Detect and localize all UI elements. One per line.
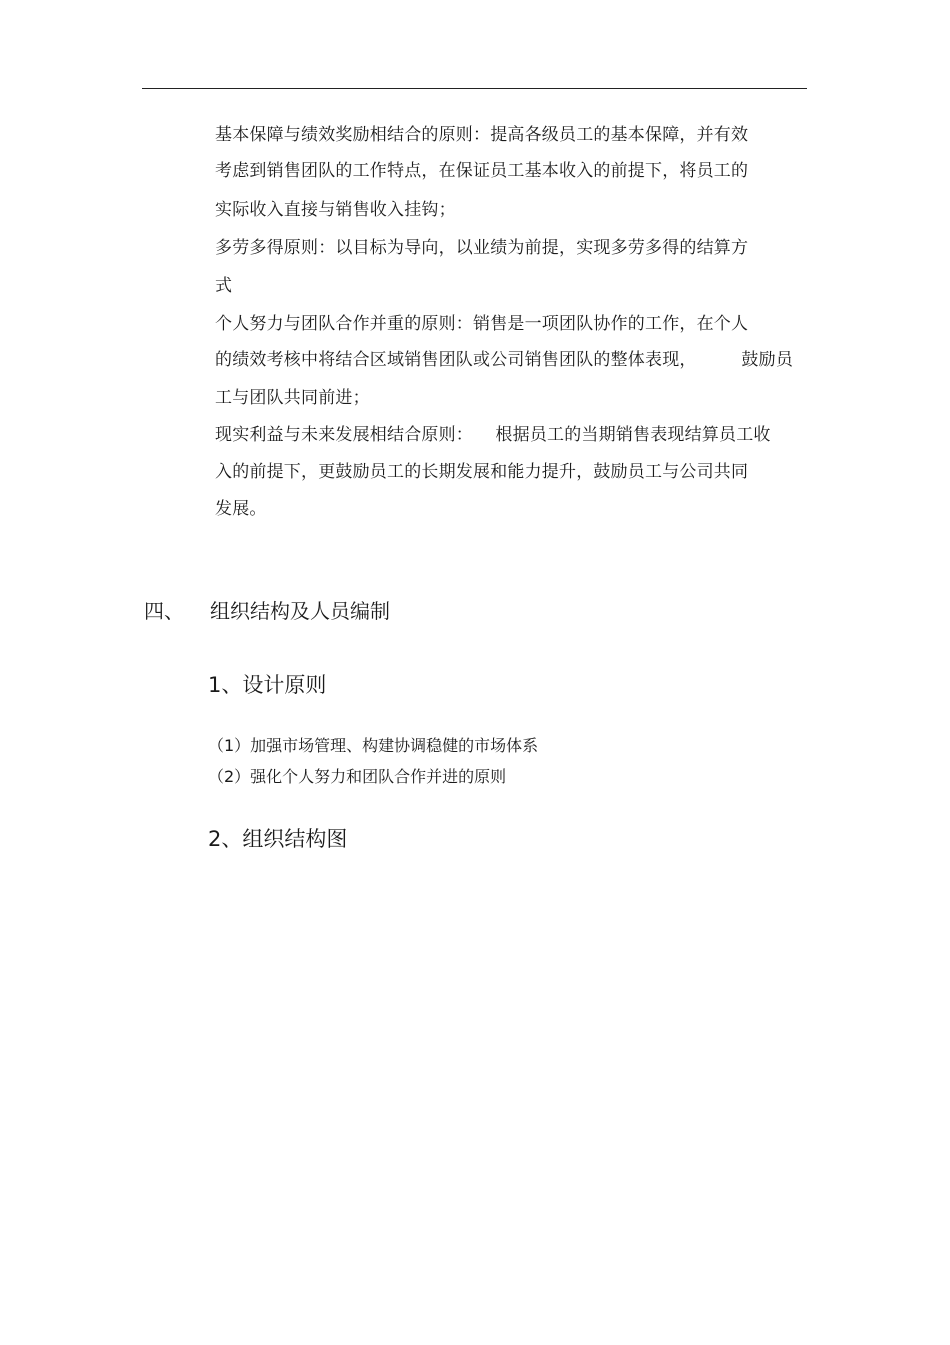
section-number: 四、	[144, 599, 184, 623]
paragraph-line: 现实利益与未来发展相结合原则： 根据员工的当期销售表现结算员工收	[215, 425, 771, 445]
paragraph-line: 入的前提下，更鼓励员工的长期发展和能力提升，鼓励员工与公司共同	[215, 462, 749, 482]
subsection-heading: 2、组织结构图	[208, 827, 348, 851]
header-rule	[142, 88, 807, 89]
paragraph-line: 的绩效考核中将结合区域销售团队或公司销售团队的整体表现， 鼓励员	[215, 350, 794, 370]
paragraph-line: 实际收入直接与销售收入挂钩；	[215, 200, 456, 220]
paragraph-line: 发展。	[215, 499, 267, 519]
paragraph-line: 工与团队共同前进；	[215, 388, 370, 408]
list-item: （1）加强市场管理、构建协调稳健的市场体系	[208, 736, 539, 755]
list-item: （2）强化个人努力和团队合作并进的原则	[208, 767, 507, 786]
paragraph-line: 式	[215, 276, 233, 296]
paragraph-line: 多劳多得原则：以目标为导向，以业绩为前提，实现多劳多得的结算方	[215, 238, 749, 258]
paragraph-line: 基本保障与绩效奖励相结合的原则：提高各级员工的基本保障，并有效	[215, 125, 749, 145]
subsection-heading: 1、设计原则	[208, 673, 327, 697]
section-title: 组织结构及人员编制	[210, 599, 390, 623]
paragraph-line: 考虑到销售团队的工作特点，在保证员工基本收入的前提下，将员工的	[215, 161, 749, 181]
paragraph-line: 个人努力与团队合作并重的原则：销售是一项团队协作的工作，在个人	[215, 314, 749, 334]
